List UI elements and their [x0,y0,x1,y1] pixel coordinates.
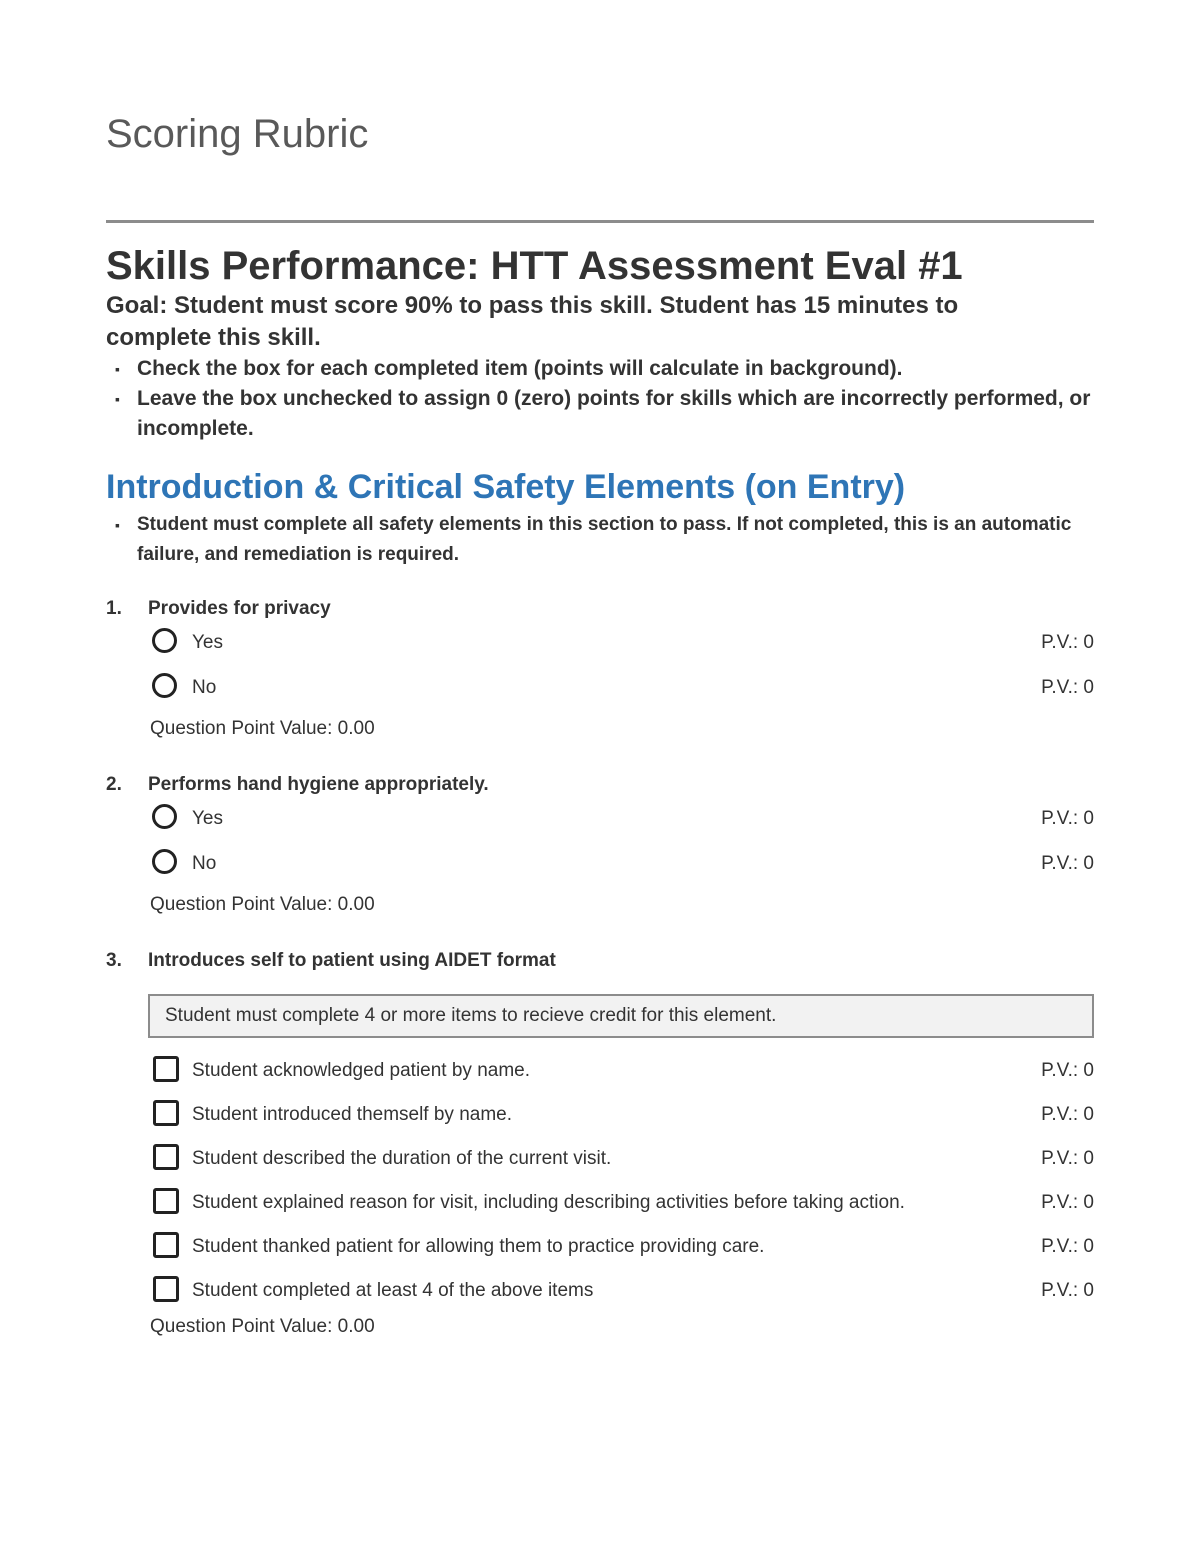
radio-button-yes[interactable] [152,628,177,653]
checkbox[interactable] [153,1232,179,1258]
skill-title: Skills Performance: HTT Assessment Eval #1 [106,244,963,288]
option-label: Student completed at least 4 of the above items [192,1280,594,1301]
question-number: 2. [106,774,122,795]
instruction-item [106,384,1094,444]
option-row [106,673,1094,718]
option-label: No [192,677,217,698]
section-note-text: Student must complete all safety elements in this section to pass. If not completed, this is an automatic failure, and remediation is required. [137,514,1072,565]
option-label: Yes [192,808,223,829]
option-label: Student explained reason for visit, including describing activities before taking action. [192,1192,905,1213]
option-row [106,1056,1094,1100]
section-notes [106,510,1094,570]
requirement-note: Student must complete 4 or more items to recieve credit for this element. [148,994,1094,1038]
question-1 [106,598,1094,740]
point-value: P.V.: 0 [1041,1192,1094,1213]
point-value: P.V.: 0 [1041,1060,1094,1081]
goal-text: Goal: Student must score 90% to pass this skill. Student has 15 minutes to complete this skill. [106,292,959,351]
section-note-item [106,510,1094,570]
option-row [106,1276,1094,1316]
question-2 [106,774,1094,916]
bullet-icon: ▪ [115,361,120,377]
radio-button-no[interactable] [152,673,177,698]
point-value: P.V.: 0 [1041,1148,1094,1169]
question-text: Provides for privacy [148,598,331,619]
point-value: P.V.: 0 [1041,808,1094,829]
question-text: Performs hand hygiene appropriately. [148,774,489,795]
question-point-value: Question Point Value: 0.00 [150,1316,375,1337]
checkbox[interactable] [153,1188,179,1214]
checkbox[interactable] [153,1144,179,1170]
option-label: Student acknowledged patient by name. [192,1060,531,1081]
instruction-text: Leave the box unchecked to assign 0 (zero) points for skills which are incorrectly performed, or incomplete. [137,387,1091,440]
instruction-text: Check the box for each completed item (points will calculate in background). [137,357,903,380]
checkbox[interactable] [153,1056,179,1082]
question-point-value: Question Point Value: 0.00 [150,894,375,915]
instructions-list [106,354,1094,444]
rubric-title: Scoring Rubric [106,112,369,156]
option-row [106,1100,1094,1144]
question-text: Introduces self to patient using AIDET format [148,950,556,971]
point-value: P.V.: 0 [1041,1236,1094,1257]
question-3 [106,950,1094,1338]
radio-button-no[interactable] [152,849,177,874]
point-value: P.V.: 0 [1041,1104,1094,1125]
option-row [106,1144,1094,1188]
option-row [106,849,1094,894]
question-number: 3. [106,950,122,971]
checkbox[interactable] [153,1100,179,1126]
point-value: P.V.: 0 [1041,632,1094,653]
option-row [106,1232,1094,1276]
option-label: No [192,853,217,874]
question-header [106,774,1094,804]
title-divider [106,220,1094,223]
option-label: Student thanked patient for allowing them to practice providing care. [192,1236,765,1257]
question-number: 1. [106,598,122,619]
option-row [106,804,1094,849]
point-value: P.V.: 0 [1041,1280,1094,1301]
option-label: Student introduced themself by name. [192,1104,513,1125]
option-label: Student described the duration of the current visit. [192,1148,612,1169]
option-row [106,628,1094,673]
question-header [106,950,1094,980]
question-point-value: Question Point Value: 0.00 [150,718,375,739]
question-header [106,598,1094,628]
instruction-item [106,354,1094,384]
bullet-icon: ▪ [115,517,120,533]
checkbox[interactable] [153,1276,179,1302]
option-row [106,1188,1094,1232]
radio-button-yes[interactable] [152,804,177,829]
section-title: Introduction & Critical Safety Elements (on Entry) [106,468,906,506]
point-value: P.V.: 0 [1041,677,1094,698]
option-label: Yes [192,632,223,653]
point-value: P.V.: 0 [1041,853,1094,874]
bullet-icon: ▪ [115,391,120,407]
